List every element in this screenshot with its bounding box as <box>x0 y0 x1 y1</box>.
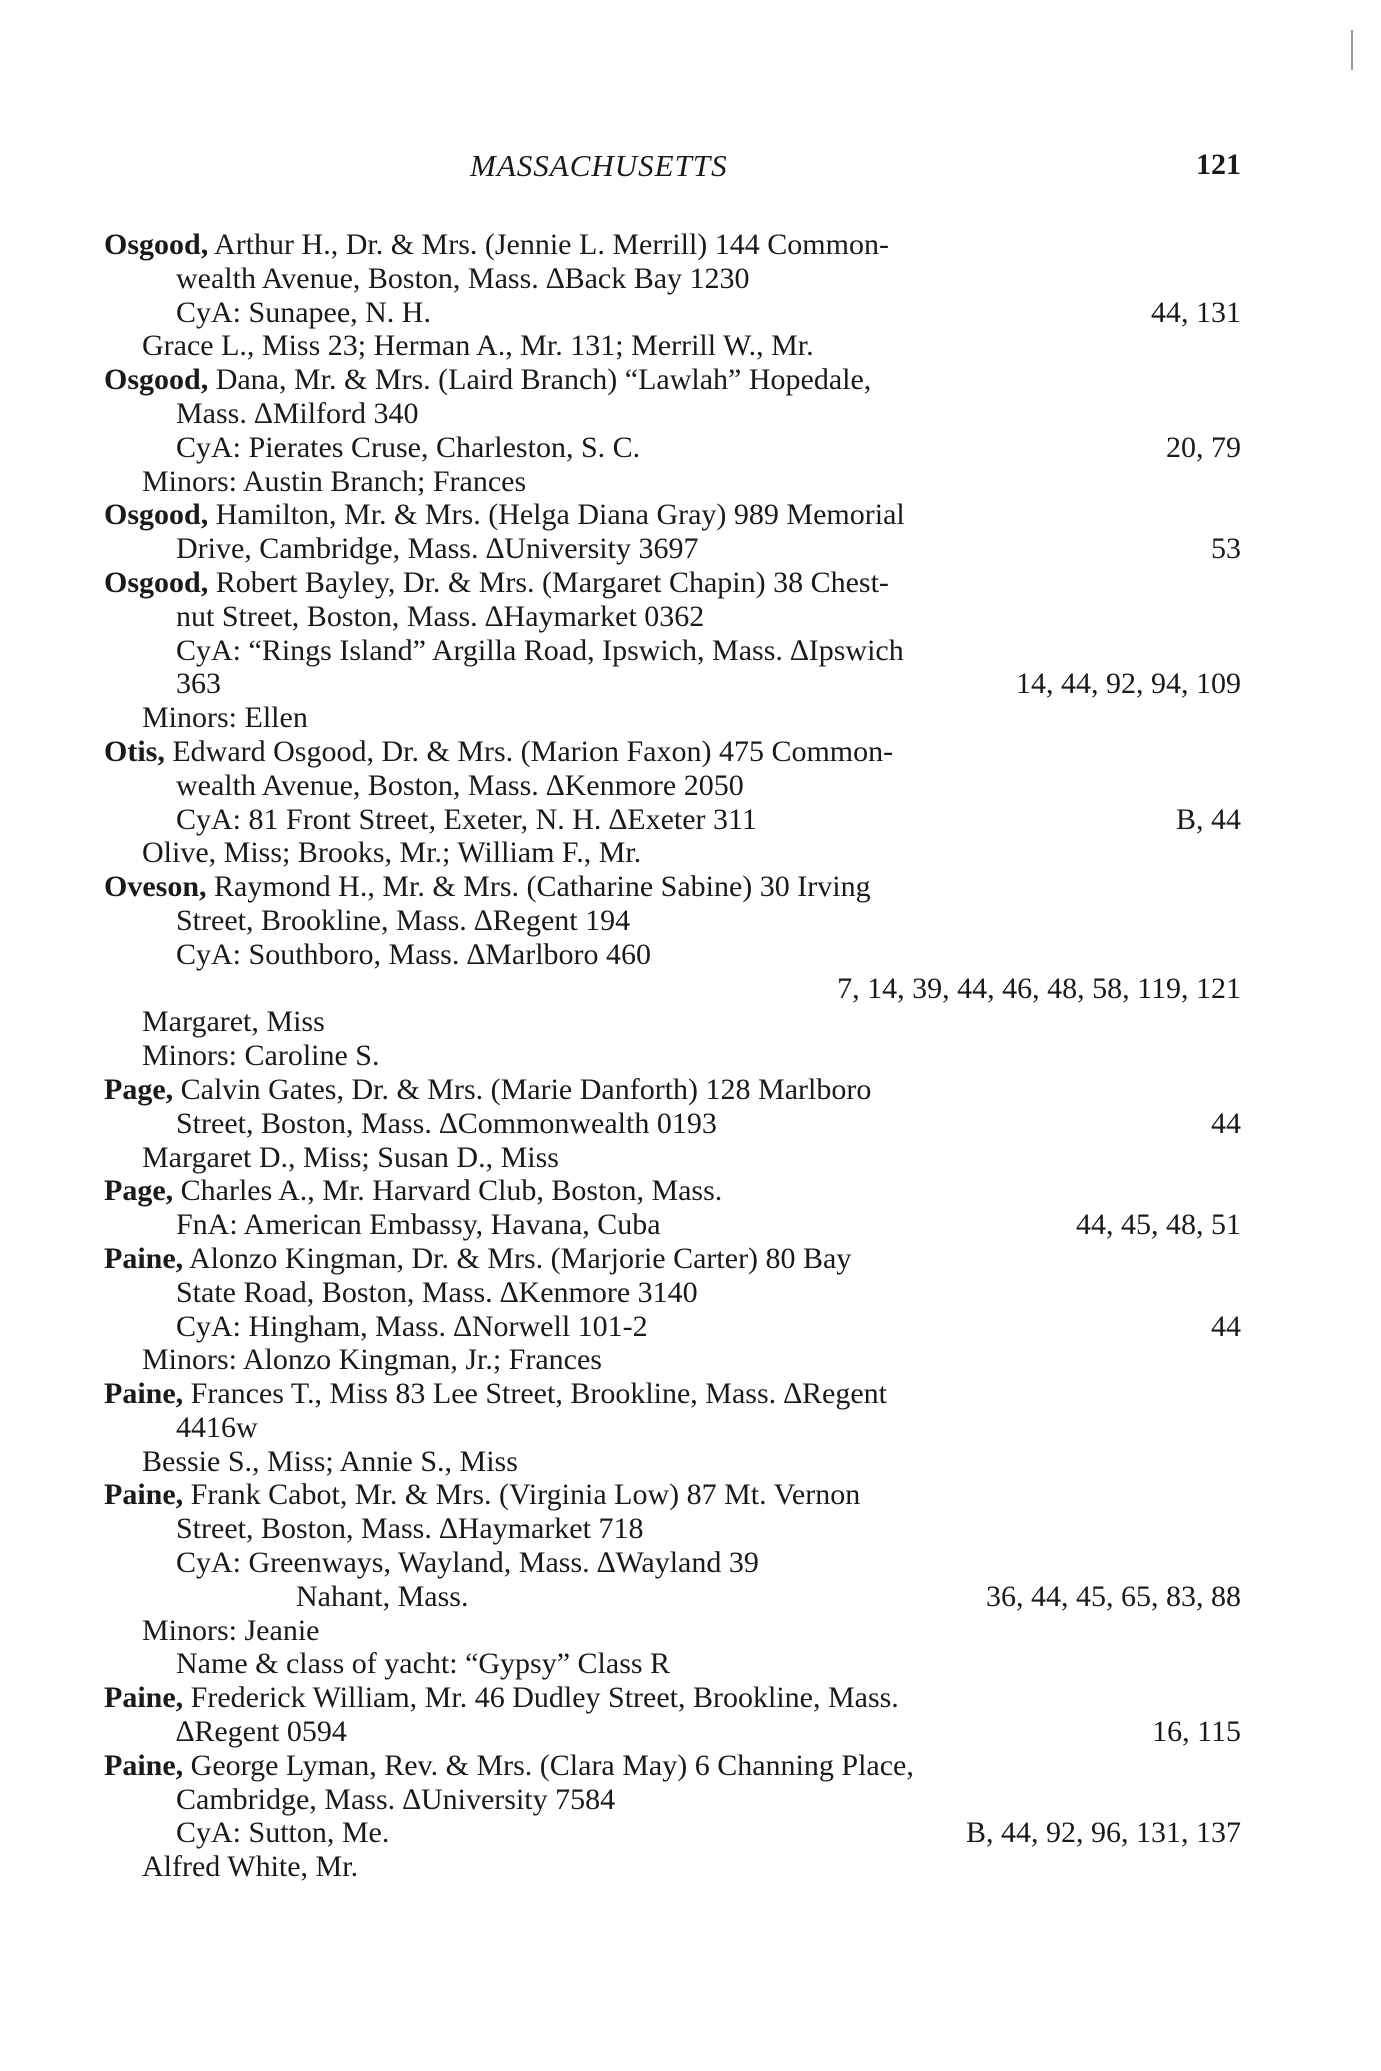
club-codes: 16, 115 <box>1152 1715 1241 1749</box>
entry-text: Minors: Alonzo Kingman, Jr.; Frances <box>142 1343 602 1377</box>
entry-text: Margaret, Miss <box>142 1005 325 1039</box>
entry-text: wealth Avenue, Boston, Mass. ∆Kenmore 2050 <box>176 768 744 802</box>
club-codes: B, 44 <box>1175 802 1241 836</box>
club-codes: 20, 79 <box>1166 430 1241 464</box>
entry-head-line <box>104 1681 1241 1715</box>
entry-text: Street, Brookline, Mass. ∆Regent 194 <box>176 903 631 937</box>
edge-mark <box>1351 30 1353 70</box>
entry-head-line <box>104 498 1241 532</box>
entry-line <box>104 938 1241 972</box>
entry-text: CyA: Southboro, Mass. ∆Marlboro 460 <box>176 937 652 971</box>
entry-text: CyA: Hingham, Mass. ∆Norwell 101-2 <box>176 1309 648 1343</box>
entry-text: CyA: Sunapee, N. H. <box>176 295 431 329</box>
entry-text: Bessie S., Miss; Annie S., Miss <box>142 1444 518 1478</box>
entry-text: Street, Boston, Mass. ∆Haymarket 718 <box>176 1512 644 1546</box>
entry-surname: Paine, <box>104 1377 184 1411</box>
entry-head-line <box>104 1749 1241 1783</box>
entry-text: CyA: Pierates Cruse, Charleston, S. C. <box>176 430 641 464</box>
entry-head-line <box>104 735 1241 769</box>
entry-line <box>104 1816 1241 1850</box>
entry-line <box>104 1715 1241 1749</box>
entry-line <box>104 600 1241 634</box>
entry-surname: Osgood, <box>104 565 209 599</box>
page-title: MASSACHUSETTS <box>470 148 728 183</box>
entry-text: Alonzo Kingman, Dr. & Mrs. (Marjorie Carter) 80 Bay <box>183 1241 852 1275</box>
entry-head-line <box>104 1478 1241 1512</box>
entry-text: Street, Boston, Mass. ∆Commonwealth 0193 <box>176 1106 717 1140</box>
entry-text: Alfred White, Mr. <box>142 1850 359 1884</box>
entry-line <box>104 1343 1241 1377</box>
club-codes: 7, 14, 39, 44, 46, 48, 58, 119, 121 <box>837 971 1241 1005</box>
entry-text: CyA: “Rings Island” Argilla Road, Ipswich, Mass. ∆Ipswich <box>176 633 904 667</box>
entry-line <box>104 329 1241 363</box>
entry-line <box>104 836 1241 870</box>
entry-line <box>104 296 1241 330</box>
entry-text: Raymond H., Mr. & Mrs. (Catharine Sabine) 30 Irving <box>206 870 871 904</box>
entry-text: wealth Avenue, Boston, Mass. ∆Back Bay 1230 <box>176 261 750 295</box>
entry-text: Frank Cabot, Mr. & Mrs. (Virginia Low) 87 Mt. Vernon <box>183 1478 861 1512</box>
entry-line <box>104 465 1241 499</box>
directory-listing <box>104 228 1241 1884</box>
entry-line <box>104 1310 1241 1344</box>
entry-head-line <box>104 228 1241 262</box>
entry-text: Calvin Gates, Dr. & Mrs. (Marie Danforth) 128 Marlboro <box>173 1072 872 1106</box>
entry-text: Olive, Miss; Brooks, Mr.; William F., Mr. <box>142 836 642 870</box>
entry-text: Minors: Ellen <box>142 701 308 735</box>
entry-line <box>104 1005 1241 1039</box>
entry-text: Charles A., Mr. Harvard Club, Boston, Mass. <box>173 1174 723 1208</box>
entry-head-line <box>104 566 1241 600</box>
club-codes: 53 <box>1211 532 1241 566</box>
entry-head-line <box>104 1174 1241 1208</box>
entry-line <box>104 701 1241 735</box>
entry-line <box>104 1614 1241 1648</box>
entry-text: Drive, Cambridge, Mass. ∆University 3697 <box>176 532 699 566</box>
entry-surname: Osgood, <box>104 363 209 397</box>
page-header <box>0 148 1381 192</box>
entry-line <box>104 1850 1241 1884</box>
entry-head-line <box>104 1073 1241 1107</box>
club-codes: B, 44, 92, 96, 131, 137 <box>965 1816 1241 1850</box>
entry-text: Margaret D., Miss; Susan D., Miss <box>142 1140 559 1174</box>
entry-line <box>104 1411 1241 1445</box>
entry-line <box>104 1208 1241 1242</box>
entry-text: Cambridge, Mass. ∆University 7584 <box>176 1782 616 1816</box>
entry-line <box>104 1141 1241 1175</box>
entry-line <box>104 972 1241 1006</box>
club-codes: 44 <box>1211 1106 1241 1140</box>
entry-text: Minors: Caroline S. <box>142 1039 380 1073</box>
entry-surname: Osgood, <box>104 498 209 532</box>
entry-head-line <box>104 1242 1241 1276</box>
entry-surname: Otis, <box>104 734 165 768</box>
entry-line <box>104 1512 1241 1546</box>
entry-text: Arthur H., Dr. & Mrs. (Jennie L. Merrill) 144 Common- <box>208 228 889 261</box>
entry-line <box>104 1580 1241 1614</box>
entry-surname: Paine, <box>104 1748 184 1782</box>
entry-text: FnA: American Embassy, Havana, Cuba <box>176 1208 661 1242</box>
entry-text: Dana, Mr. & Mrs. (Laird Branch) “Lawlah” Hopedale, <box>208 363 872 397</box>
entry-line <box>104 1039 1241 1073</box>
entry-text: Name & class of yacht: “Gypsy” Class R <box>176 1647 671 1681</box>
entry-line <box>104 1647 1241 1681</box>
club-codes: 44, 45, 48, 51 <box>1076 1208 1241 1242</box>
page-number: 121 <box>1196 148 1241 181</box>
club-codes: 14, 44, 92, 94, 109 <box>1016 667 1241 701</box>
club-codes: 36, 44, 45, 65, 83, 88 <box>986 1579 1241 1613</box>
entry-text: Frederick William, Mr. 46 Dudley Street, Brookline, Mass. <box>183 1681 899 1715</box>
entry-head-line <box>104 1377 1241 1411</box>
entry-line <box>104 1445 1241 1479</box>
entry-line <box>104 397 1241 431</box>
entry-line <box>104 1276 1241 1310</box>
entry-surname: Page, <box>104 1174 174 1208</box>
entry-text: Minors: Jeanie <box>142 1613 320 1647</box>
entry-text: 4416w <box>176 1410 258 1444</box>
entry-text: CyA: Greenways, Wayland, Mass. ∆Wayland 39 <box>176 1546 759 1580</box>
entry-text: nut Street, Boston, Mass. ∆Haymarket 0362 <box>176 599 705 633</box>
entry-text: Minors: Austin Branch; Frances <box>142 464 527 498</box>
entry-line <box>104 634 1241 668</box>
entry-line <box>104 262 1241 296</box>
entry-text: Hamilton, Mr. & Mrs. (Helga Diana Gray) 989 Memorial <box>208 498 905 532</box>
club-codes: 44, 131 <box>1151 295 1241 329</box>
entry-text: CyA: Sutton, Me. <box>176 1816 390 1850</box>
entry-surname: Paine, <box>104 1478 184 1512</box>
entry-line <box>104 1107 1241 1141</box>
entry-surname: Osgood, <box>104 228 209 261</box>
entry-line <box>104 532 1241 566</box>
entry-line <box>104 431 1241 465</box>
entry-text: CyA: 81 Front Street, Exeter, N. H. ∆Exeter 311 <box>176 802 757 836</box>
entry-text: Robert Bayley, Dr. & Mrs. (Margaret Chapin) 38 Chest- <box>208 565 889 599</box>
entry-head-line <box>104 870 1241 904</box>
entry-line <box>104 1783 1241 1817</box>
entry-line <box>104 1546 1241 1580</box>
entry-line <box>104 803 1241 837</box>
entry-line <box>104 769 1241 803</box>
entry-text: Frances T., Miss 83 Lee Street, Brookline, Mass. ∆Regent <box>183 1377 887 1411</box>
entry-surname: Page, <box>104 1072 174 1106</box>
entry-text: State Road, Boston, Mass. ∆Kenmore 3140 <box>176 1275 698 1309</box>
entry-surname: Oveson, <box>104 870 207 904</box>
entry-text: 363 <box>176 667 221 701</box>
entry-text: Nahant, Mass. <box>296 1579 469 1613</box>
entry-line <box>104 667 1241 701</box>
entry-text: Edward Osgood, Dr. & Mrs. (Marion Faxon) 475 Common- <box>164 734 894 768</box>
entry-line <box>104 904 1241 938</box>
entry-surname: Paine, <box>104 1241 184 1275</box>
entry-surname: Paine, <box>104 1681 184 1715</box>
entry-text: George Lyman, Rev. & Mrs. (Clara May) 6 Channing Place, <box>183 1748 914 1782</box>
club-codes: 44 <box>1211 1309 1241 1343</box>
entry-text: Grace L., Miss 23; Herman A., Mr. 131; Merrill W., Mr. <box>142 329 814 363</box>
entry-text: Mass. ∆Milford 340 <box>176 396 419 430</box>
entry-text: ∆Regent 0594 <box>176 1715 347 1749</box>
entry-head-line <box>104 363 1241 397</box>
